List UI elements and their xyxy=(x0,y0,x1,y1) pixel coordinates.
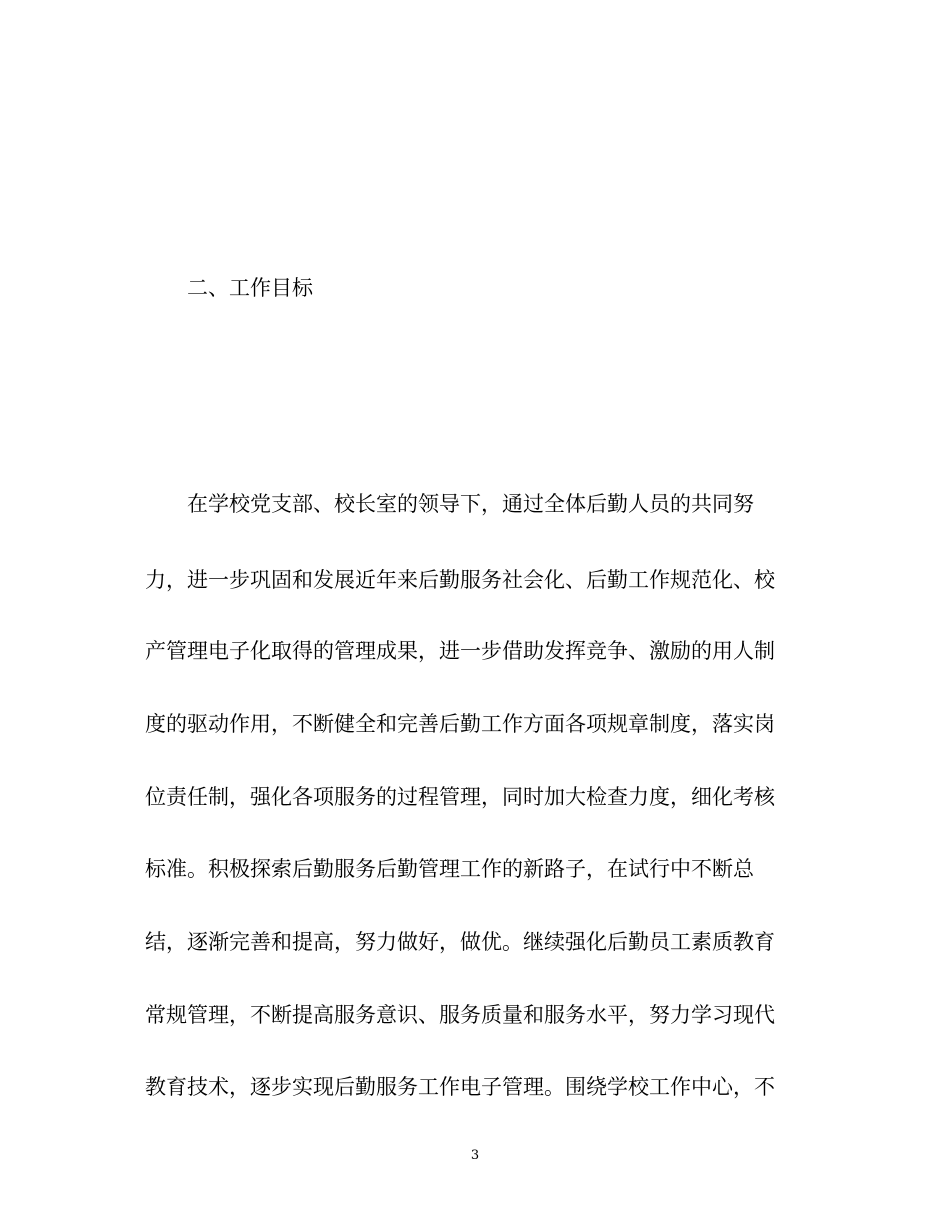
paragraph-line-1: 在学校党支部、校长室的领导下，通过全体后勤人员的共同努 xyxy=(187,492,754,516)
section-heading: 二、工作目标 xyxy=(187,276,313,300)
page-number: 3 xyxy=(470,1148,480,1163)
paragraph-line-9: 教育技术，逐步实现后勤服务工作电子管理。围绕学校工作中心，不 xyxy=(145,1075,775,1099)
paragraph-line-6: 标准。积极探索后勤服务后勤管理工作的新路子，在试行中不断总 xyxy=(145,857,754,881)
paragraph-line-3: 产管理电子化取得的管理成果，进一步借助发挥竞争、激励的用人制 xyxy=(145,639,775,663)
paragraph-line-7: 结，逐渐完善和提高，努力做好，做优。继续强化后勤员工素质教育 xyxy=(145,930,775,954)
paragraph-line-4: 度的驱动作用，不断健全和完善后勤工作方面各项规章制度，落实岗 xyxy=(145,712,775,736)
paragraph-line-8: 常规管理，不断提高服务意识、服务质量和服务水平，努力学习现代 xyxy=(145,1003,775,1027)
paragraph-line-2: 力，进一步巩固和发展近年来后勤服务社会化、后勤工作规范化、校 xyxy=(145,568,775,592)
paragraph-line-5: 位责任制，强化各项服务的过程管理，同时加大检查力度，细化考核 xyxy=(145,785,775,809)
